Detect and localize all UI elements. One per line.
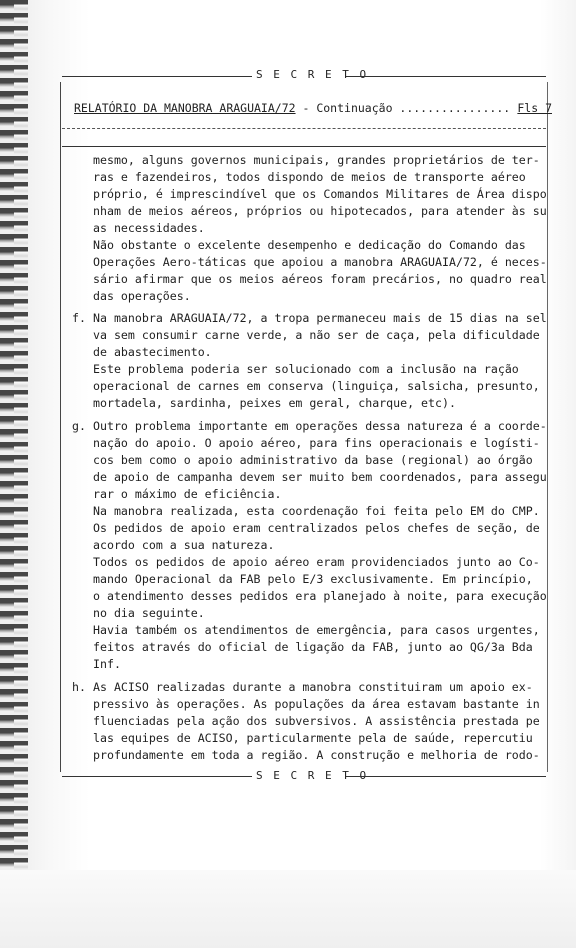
top-rule-left [62,76,252,77]
frame-right-border [547,82,548,772]
body-line: profundamente em toda a região. A construção e melhoria de rodo- [93,748,540,762]
body-line: sário afirmar que os meios aéreos foram precários, no quadro real [93,272,547,286]
title-rule-2 [62,146,546,147]
body-line: nação do apoio. O apoio aéreo, para fins operacionais e logísti- [93,436,540,450]
item-label-g: g. [72,419,86,433]
body-line: cos bem como o apoio administrativo da base (regional) ao órgão [93,453,533,467]
bottom-rule-right [346,776,546,777]
body-line: Na manobra realizada, esta coordenação foi feita pelo EM do CMP. [93,504,540,518]
page-number: Fls 7 [517,101,552,115]
item-label-h: h. [72,680,86,694]
body-line: Este problema poderia ser solucionado com a inclusão na ração [93,362,519,376]
body-line: pressivo às operações. As populações da área estavam bastante in [93,697,540,711]
body-line: as necessidades. [93,221,205,235]
body-line: Outro problema importante em operações dessa natureza é a coorde- [93,419,547,433]
body-line: Na manobra ARAGUAIA/72, a tropa permaneceu mais de 15 dias na sel [93,311,547,325]
body-line: va sem consumir carne verde, a não ser de caça, pela dificuldade [93,328,540,342]
report-title [74,101,554,115]
top-rule-right [346,76,546,77]
body-line: las equipes de ACISO, particularmente pela de saúde, repercutiu [93,731,533,745]
body-line: Operações Aero-táticas que apoiou a manobra ARAGUAIA/72, é neces- [93,255,547,269]
body-line: o atendimento desses pedidos era planejado à noite, para execução [93,589,547,603]
classification-bottom: S E C R E T O [256,769,369,782]
body-line: fluenciadas pela ação dos subversivos. A assistência prestada pe [93,714,540,728]
item-label-f: f. [72,311,86,325]
body-line: Todos os pedidos de apoio aéreo eram providenciados junto ao Co- [93,555,540,569]
body-line: Não obstante o excelente desempenho e dedicação do Comando das [93,238,526,252]
body-line: de apoio de campanha devem ser muito bem coordenados, para assegu [93,470,547,484]
punched-binding-edge [0,0,28,880]
report-title-main: RELATÓRIO DA MANOBRA ARAGUAIA/72 [74,101,296,115]
body-line: As ACISO realizadas durante a manobra constituiram um apoio ex- [93,680,533,694]
bottom-rule-left [62,776,252,777]
body-line: feitos através do oficial de ligação da FAB, junto ao QG/3a Bda [93,640,533,654]
body-line: de abastecimento. [93,345,212,359]
frame-left-border [60,82,61,772]
title-dashed-rule-1 [62,128,546,129]
body-line: mortadela, sardinha, peixes em geral, charque, etc). [93,396,456,410]
body-line: das operações. [93,289,191,303]
body-line: nham de meios aéreos, próprios ou hipotecados, para atender às su [93,204,547,218]
body-line: Os pedidos de apoio eram centralizados pelos chefes de seção, de [93,521,540,535]
report-title-continuation: - Continuação ................ [295,101,511,115]
body-line: operacional de carnes em conserva (linguiça, salsicha, presunto, [93,379,540,393]
body-line: mando Operacional da FAB pelo E/3 exclusivamente. Em princípio, [93,572,533,586]
body-line: Havia também os atendimentos de emergência, para casos urgentes, [93,623,540,637]
body-line: ras e fazendeiros, todos dispondo de meios de transporte aéreo [93,170,526,184]
body-line: rar o máximo de eficiência. [93,487,282,501]
classification-top: S E C R E T O [256,68,369,81]
body-line: próprio, é imprescindível que os Comandos Militares de Área dispo [93,187,547,201]
body-line: mesmo, alguns governos municipais, grandes proprietários de ter- [93,153,540,167]
page-bottom-margin [0,870,576,948]
body-line: no dia seguinte. [93,606,205,620]
body-line: Inf. [93,657,121,671]
body-line: acordo com a sua natureza. [93,538,275,552]
